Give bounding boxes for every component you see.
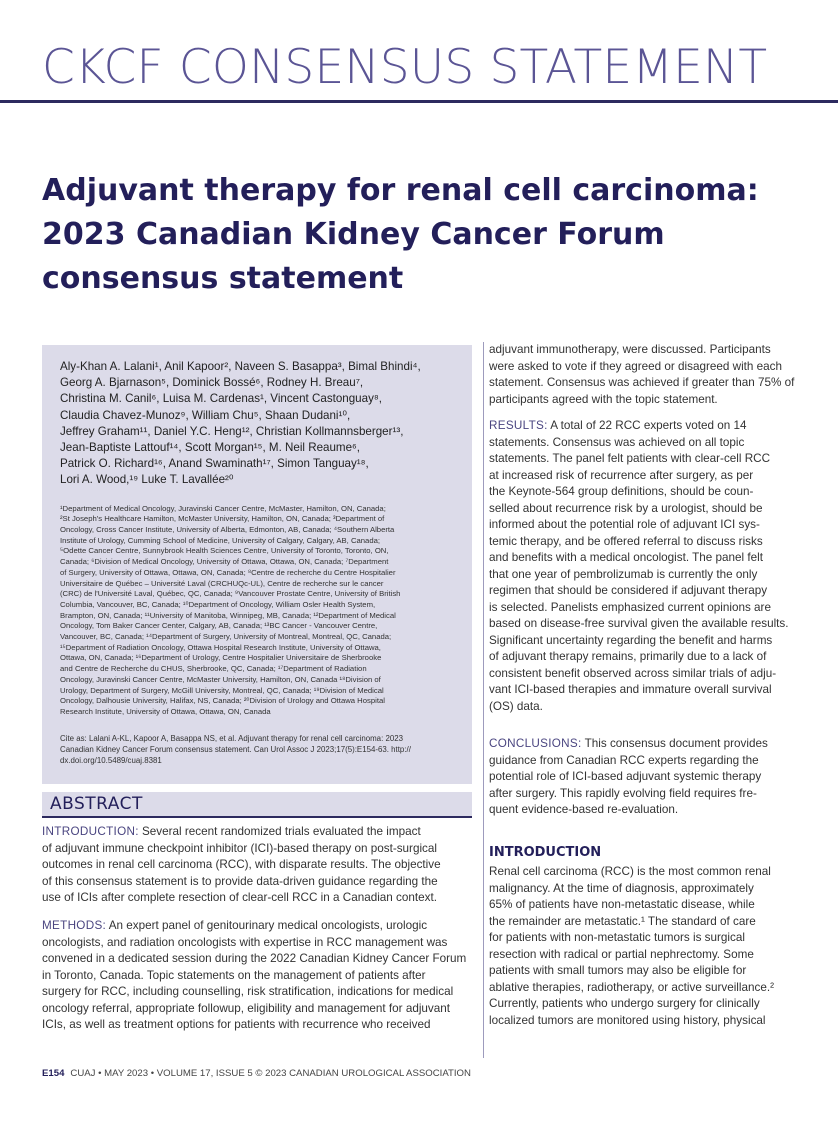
text-line: based on disease-free survival given the available results. [489,617,789,630]
affiliation-line: Canada; ⁶Division of Medical Oncology, University of Ottawa, Ottawa, ON, Canada; ⁷Department [60,557,389,567]
text-line: at increased risk of recurrence after surgery, as per [489,468,754,482]
affiliation-line: Institute of Urology, Cumming School of Medicine, University of Calgary, Calgary, AB, Canada; [60,535,381,545]
text-fragment: Several recent randomized trials evaluated the impact [138,825,421,838]
text-fragment: A total of 22 RCC experts voted on 14 [547,419,747,432]
author-line: Jeffrey Graham¹¹, Daniel Y.C. Heng¹², Christian Kollmannsberger¹³, [60,424,404,438]
text-line: vant ICI-based therapies and immature overall survival [489,683,772,696]
text-line [489,736,799,753]
text-line: quent evidence-based re-evaluation. [489,803,679,816]
journal-section-title: CKCF CONSENSUS STATEMENT [42,40,768,95]
affiliation-line: ¹⁵Department of Radiation Oncology, Ottawa Hospital Research Institute, University of Ottawa, [60,642,381,652]
text-line: localized tumors are monitored using history, physical [489,1013,766,1027]
header-rule [0,100,838,103]
text-fragment: An expert panel of genitourinary medical oncologists, urologic [106,919,428,932]
affiliation-line: of Surgery, University of Ottawa, Ottawa, ON, Canada; ⁸Centre de recherche du Centre Hospitalier [60,567,396,577]
section-lead: RESULTS: [489,419,548,432]
text-line: that one year of pembrolizumab is currently the only [489,567,758,581]
affiliation-line: Brampton, ON, Canada; ¹¹University of Manitoba, Winnipeg, MB, Canada; ¹²Department of Medical [60,610,396,620]
section-lead: CONCLUSIONS: [489,737,582,750]
page-footer [42,1068,471,1079]
affiliation-line: Universitaire de Québec – Université Laval (CRCHUQc-UL), Centre de recherche sur le cancer [60,578,384,588]
text-line: oncologists, and radiation oncologists with expertise in RCC management was [42,935,448,949]
affiliation-line: Oncology, Tom Baker Cancer Center, Calgary, AB, Canada; ¹³BC Cancer - Vancouver Centre, [60,621,378,631]
text-line: is selected. Panelists emphasized current opinions are [489,600,771,614]
text-fragment: This consensus document provides [581,737,768,750]
text-line [489,418,799,435]
affiliation-line: ¹Department of Medical Oncology, Juravinski Cancer Centre, McMaster, Hamilton, ON, Canada; [60,503,386,513]
text-line: malignancy. At the time of diagnosis, approximately [489,881,754,895]
author-line: Jean-Baptiste Lattouf¹⁴, Scott Morgan¹⁵, M. Neil Reaume⁶, [60,441,361,455]
text-line: and benefits with a medical oncologist. The panel felt [489,551,763,564]
title-line: Adjuvant therapy for renal cell carcinoma: [42,173,759,208]
text-line: for patients with non-metastatic tumors is surgical [489,931,745,944]
text-line: of adjuvant therapy remains, primarily due to a lack of [489,650,767,663]
author-list [60,359,454,489]
page-number: E154 [42,1068,65,1079]
article-title [42,169,802,301]
text-line: surgery for RCC, including counselling, risk stratification, indications for medical [42,985,454,998]
author-line: Claudia Chavez-Munoz⁹, William Chu⁵, Shaan Dudani¹⁰, [60,408,351,422]
text-line: selled about recurrence risk by a urologist, should be [489,501,763,515]
author-line: Georg A. Bjarnason⁵, Dominick Bossé⁶, Rodney H. Breau⁷, [60,376,364,390]
title-line: 2023 Canadian Kidney Cancer Forum [42,217,665,252]
affiliation-line: Oncology, Juravinski Cancer Centre, McMaster University, Hamilton, ON, Canada ¹⁸Division of [60,674,381,684]
abstract-methods-continued [489,342,799,408]
affiliation-line: (CRC) de l'Université Laval, Québec, QC, Canada; ⁹Vancouver Prostate Centre, University of British [60,589,401,599]
text-line: guidance from Canadian RCC experts regarding the [489,753,759,767]
abstract-methods [42,918,472,1034]
text-line: adjuvant immunotherapy, were discussed. Participants [489,343,771,356]
author-info-box [42,345,472,784]
section-lead: METHODS: [42,919,107,932]
text-line: outcomes in renal cell carcinoma (RCC), with disparate results. The objective [42,858,441,871]
text-line: informed about the potential role of adjuvant ICI sys- [489,518,760,531]
text-line: ICIs, as well as treatment options for patients with recurrence who received [42,1018,431,1031]
author-line: Christina M. Canil⁶, Luisa M. Cardenas¹, Vincent Castonguay⁸, [60,392,382,406]
affiliation-line: Vancouver, BC, Canada; ¹⁴Department of Surgery, University of Montreal, Montreal, QC, Canada; [60,632,392,642]
text-line: statement. Consensus was achieved if greater than 75% of [489,376,795,389]
text-line: (OS) data. [489,699,543,713]
affiliation-line: Research Institute, University of Ottawa, Ottawa, ON, Canada [60,706,271,716]
doi-link[interactable]: dx.doi.org/10.5489/cuaj.8381 [60,755,162,765]
text-line: oncology referral, appropriate followup, eligibility and management for adjuvant [42,1001,451,1015]
citation-line: Cite as: Lalani A-KL, Kapoor A, Basappa NS, et al. Adjuvant therapy for renal cell carcinoma: 2023 [60,733,404,743]
text-line: participants agreed with the topic statement. [489,392,718,406]
abstract-heading-bar [42,792,472,818]
text-line: were asked to vote if they agreed or disagreed with each [489,359,783,373]
text-line: consistent benefit observed across similar trials of adju- [489,666,777,680]
text-line: after surgery. This rapidly evolving field requires fre- [489,786,757,800]
text-line: of this consensus statement is to provide data-driven guidance regarding the [42,874,438,888]
text-line: Significant uncertainty regarding the benefit and harms [489,633,773,647]
text-line: potential role of ICI-based adjuvant systemic therapy [489,770,762,783]
affiliation-line: Urology, Department of Surgery, McGill University, Montreal, QC, Canada; ¹⁹Division of Medical [60,685,384,695]
text-line [42,918,472,935]
abstract-heading: ABSTRACT [50,794,143,814]
text-line: resection with radical or partial nephrectomy. Some [489,947,754,961]
affiliation-line: and Centre de Recherche du CHUS, Sherbrooke, QC, Canada; ¹⁷Department of Radiation [60,664,367,674]
citation [60,733,454,766]
footer-text: CUAJ • MAY 2023 • VOLUME 17, ISSUE 5 © 2023 CANADIAN UROLOGICAL ASSOCIATION [70,1068,471,1079]
affiliation-line: ⁵Odette Cancer Centre, Sunnybrook Health Sciences Centre, University of Toronto, Toronto, ON, [60,546,389,556]
author-line: Aly-Khan A. Lalani¹, Anil Kapoor², Naveen S. Basappa³, Bimal Bhindi⁴, [60,360,421,373]
introduction-body [489,864,799,1029]
abstract-conclusions [489,736,799,819]
text-line: the Keynote-564 group definitions, should be coun- [489,485,754,498]
section-lead: INTRODUCTION: [42,825,139,838]
citation-line: Canadian Kidney Cancer Forum consensus statement. Can Urol Assoc J 2023;17(5):E154-63. http:// [60,744,411,754]
text-line: temic therapy, and be offered referral to discuss risks [489,534,763,548]
abstract-introduction [42,824,472,907]
affiliation-line: Columbia, Vancouver, BC, Canada; ¹⁰Department of Oncology, William Osler Health System, [60,599,376,609]
text-line: statements. The panel felt patients with clear-cell RCC [489,452,771,465]
text-line: of adjuvant immune checkpoint inhibitor (ICI)-based therapy on post-surgical [42,841,437,855]
abstract-results [489,418,799,715]
author-line: Patrick O. Richard¹⁶, Anand Swaminath¹⁷, Simon Tanguay¹⁸, [60,457,369,471]
affiliation-line: Oncology, Cross Cancer Institute, University of Alberta, Edmonton, AB, Canada; ⁴Southern Alberta [60,525,395,535]
column-rule [483,342,484,1058]
text-line: 65% of patients have non-metastatic disease, while [489,898,755,911]
text-line: Renal cell carcinoma (RCC) is the most common renal [489,865,771,878]
introduction-heading: INTRODUCTION [489,845,602,860]
text-line: ablative therapies, radiotherapy, or active surveillance.² [489,980,774,994]
text-line: the remainder are metastatic.¹ The standard of care [489,914,756,928]
text-line: convened in a dedicated session during the 2022 Canadian Kidney Cancer Forum [42,952,467,965]
title-line: consensus statement [42,261,404,296]
text-line [42,824,472,841]
affiliation-list [60,504,454,718]
author-line: Lori A. Wood,¹⁹ Luke T. Lavallée²⁰ [60,473,234,487]
affiliation-line: Oncology, Dalhousie University, Halifax, NS, Canada; ²⁰Division of Urology and Ottawa Hospital [60,696,385,706]
affiliation-line: ²St Joseph's Healthcare Hamilton, McMaster University, Hamilton, ON, Canada; ³Department of [60,514,385,524]
text-line: Currently, patients who undergo surgery for clinically [489,997,760,1010]
text-line: statements. Consensus was achieved on all topic [489,435,745,449]
affiliation-line: Ottawa, ON, Canada; ¹⁶Department of Urology, Centre Hospitalier Universitaire de Sherbrooke [60,653,382,663]
text-line: in Toronto, Canada. Topic statements on the management of patients after [42,968,426,982]
text-line: regimen that should be considered if adjuvant therapy [489,584,768,597]
text-line: use of ICIs after complete resection of clear-cell RCC in a Canadian context. [42,891,437,904]
text-line: patients with small tumors may also be eligible for [489,964,747,977]
